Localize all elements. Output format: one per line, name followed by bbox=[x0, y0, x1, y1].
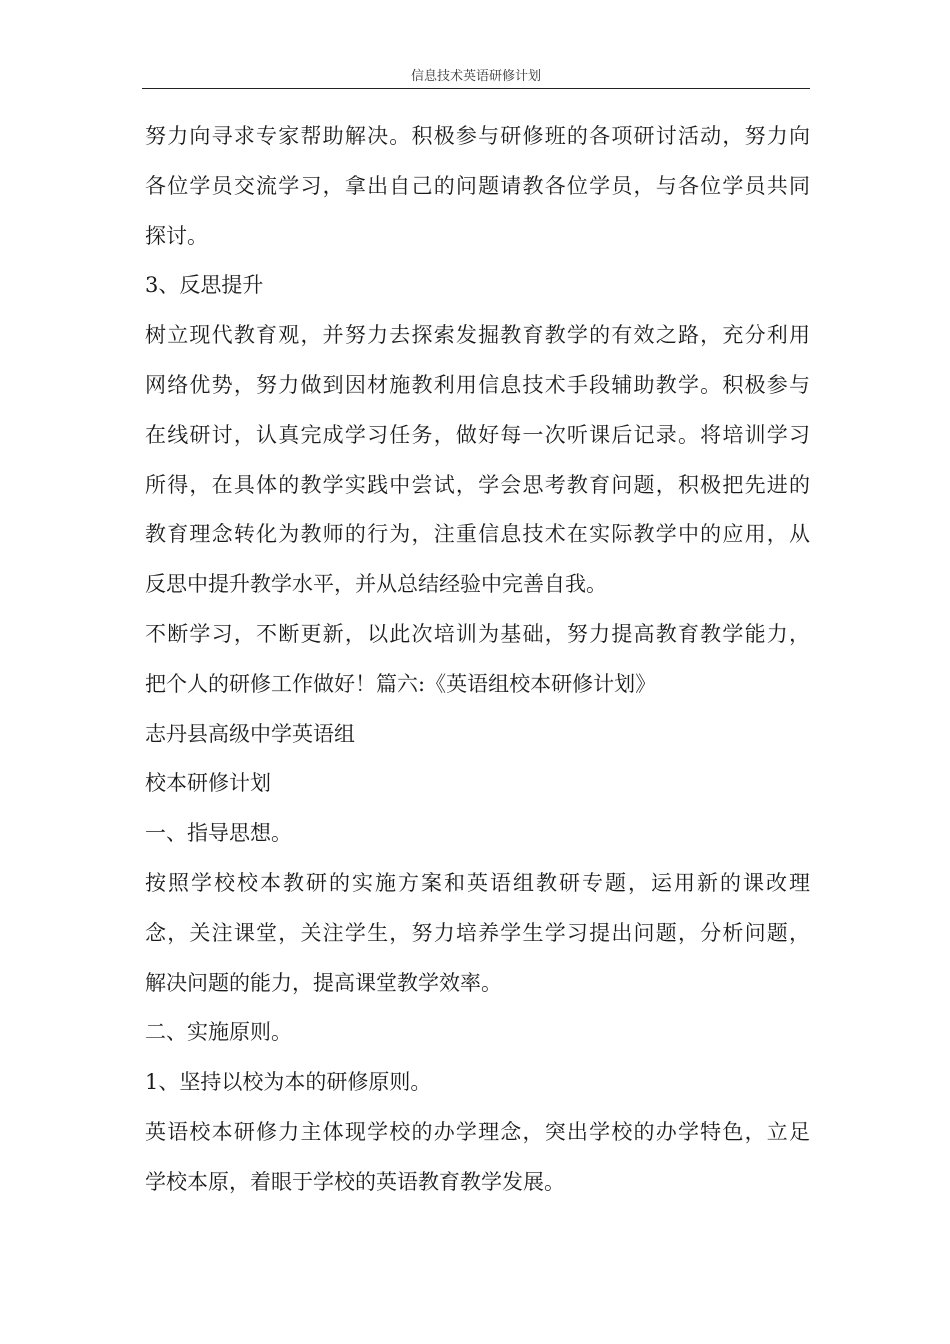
text-line: 不断学习，不断更新，以此次培训为基础，努力提高教育教学能力， bbox=[145, 621, 810, 646]
text-line: 一、指导思想。 bbox=[145, 821, 292, 846]
text-line: 按照学校校本教研的实施方案和英语组教研专题，运用新的课改理 bbox=[145, 870, 810, 895]
text-line: 解决问题的能力，提高课堂教学效率。 bbox=[145, 970, 502, 995]
header-divider bbox=[142, 88, 810, 89]
text-line: 1、坚持以校为本的研修原则。 bbox=[145, 1070, 432, 1095]
text-line: 各位学员交流学习，拿出自己的问题请教各位学员，与各位学员共同 bbox=[145, 173, 810, 198]
text-line: 把个人的研修工作做好！篇六:《英语组校本研修计划》 bbox=[145, 671, 657, 696]
text-line: 念，关注课堂，关注学生，努力培养学生学习提出问题，分析问题， bbox=[145, 920, 810, 945]
text-line: 树立现代教育观，并努力去探索发掘教育教学的有效之路，充分利用 bbox=[145, 323, 810, 348]
document-body bbox=[145, 112, 810, 1208]
text-line: 探讨。 bbox=[145, 223, 208, 248]
text-line: 网络优势，努力做到因材施教利用信息技术手段辅助教学。积极参与 bbox=[145, 372, 810, 397]
page-header: 信息技术英语研修计划 bbox=[410, 69, 541, 84]
text-line: 志丹县高级中学英语组 bbox=[145, 721, 355, 746]
text-line: 在线研讨，认真完成学习任务，做好每一次听课后记录。将培训学习 bbox=[145, 422, 810, 447]
text-line: 所得，在具体的教学实践中尝试，学会思考教育问题，积极把先进的 bbox=[145, 472, 810, 497]
text-line: 学校本原，着眼于学校的英语教育教学发展。 bbox=[145, 1169, 565, 1194]
text-line: 二、实施原则。 bbox=[145, 1020, 292, 1045]
text-line: 英语校本研修力主体现学校的办学理念，突出学校的办学特色，立足 bbox=[145, 1119, 810, 1144]
text-line: 教育理念转化为教师的行为，注重信息技术在实际教学中的应用，从 bbox=[145, 522, 810, 547]
text-line: 3、反思提升 bbox=[145, 273, 264, 298]
text-line: 努力向寻求专家帮助解决。积极参与研修班的各项研讨活动，努力向 bbox=[145, 124, 810, 148]
text-line: 校本研修计划 bbox=[145, 771, 271, 796]
text-line: 反思中提升教学水平，并从总结经验中完善自我。 bbox=[145, 572, 607, 597]
